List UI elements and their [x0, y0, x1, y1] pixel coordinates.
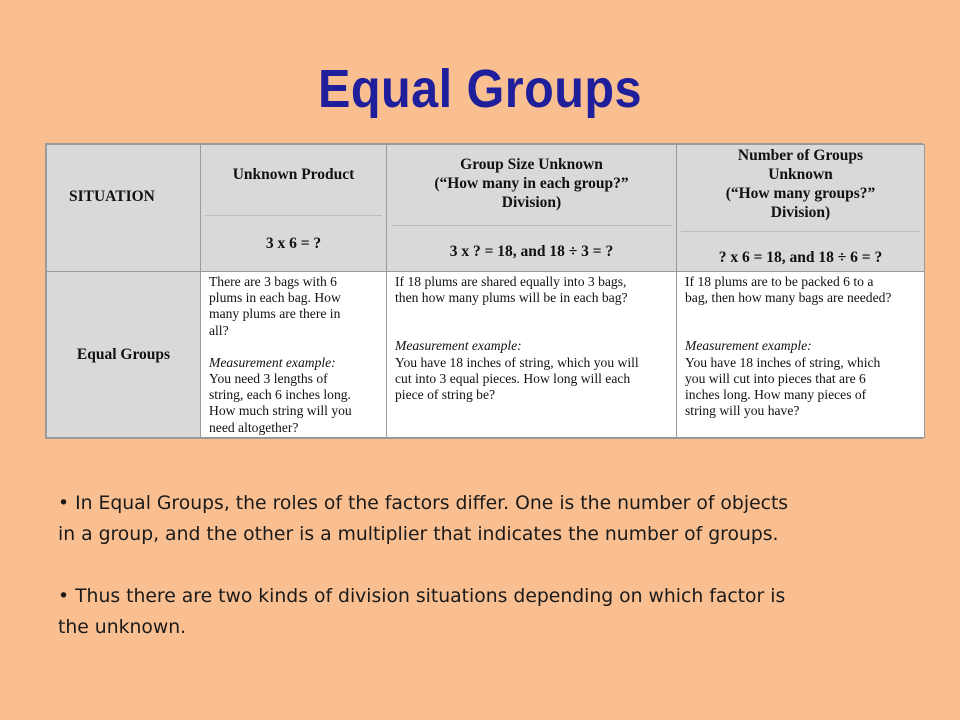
- cell-text-line: string will you have?: [685, 403, 800, 419]
- cell-text-line: How much string will you: [209, 403, 352, 419]
- bullet-dot-icon: •: [58, 493, 70, 514]
- cell-text-line: If 18 plums are to be packed 6 to a: [685, 274, 874, 289]
- column-title-line: Number of Groups: [737, 147, 864, 164]
- table-header-row: [47, 145, 925, 272]
- header-divider: [205, 215, 382, 216]
- cell-unknown-product: [201, 272, 387, 438]
- column-title-line: Unknown: [768, 166, 833, 183]
- cell-text-line: You have 18 inches of string, which you will: [395, 354, 639, 370]
- situation-label: SITUATION: [69, 188, 155, 205]
- header-cell-unknown-product: [201, 145, 387, 272]
- column-equation: 3 x 6 = ?: [265, 235, 322, 252]
- bullet-line: • Thus there are two kinds of division situations depending on which factor is: [58, 586, 786, 607]
- situation-header-cell: [47, 145, 201, 272]
- bullet-item: [58, 581, 908, 643]
- cell-text-line: You have 18 inches of string, which: [685, 354, 881, 370]
- cell-text-line: cut into 3 equal pieces. How long will each: [395, 370, 631, 386]
- column-title: [387, 155, 676, 212]
- column-title-line: (“How many in each group?”: [434, 175, 629, 192]
- measurement-label: Measurement example:: [395, 338, 522, 354]
- cell-group-size-unknown: [387, 272, 677, 438]
- header-cell-group-size-unknown: [387, 145, 677, 272]
- measurement-label: Measurement example:: [209, 354, 336, 370]
- bullet-line: • In Equal Groups, the roles of the factors differ. One is the number of objects: [58, 493, 789, 514]
- cell-text-line: There are 3 bags with 6: [209, 274, 337, 289]
- row-label-cell: [47, 272, 201, 438]
- bullet-item: [58, 488, 908, 550]
- cell-text-line: need altogether?: [209, 419, 299, 435]
- column-title: [201, 165, 386, 184]
- bullet-list: [58, 488, 908, 674]
- header-cell-number-of-groups-unknown: [677, 145, 925, 272]
- column-title-line: (“How many groups?”: [725, 185, 876, 202]
- column-equation: 3 x ? = 18, and 18 ÷ 3 = ?: [449, 243, 614, 260]
- cell-text-line: bag, then how many bags are needed?: [685, 290, 892, 306]
- measurement-label: Measurement example:: [685, 338, 812, 354]
- column-title: [677, 146, 924, 222]
- column-title-line: Division): [770, 204, 831, 221]
- cell-number-of-groups-unknown: [677, 272, 925, 438]
- situation-table-image: [45, 143, 923, 439]
- column-title-line: Group Size Unknown: [460, 156, 603, 173]
- cell-text-line: piece of string be?: [395, 387, 496, 403]
- cell-text-line: all?: [209, 322, 229, 338]
- column-equation: ? x 6 = 18, and 18 ÷ 6 = ?: [718, 249, 883, 266]
- column-title-line: Unknown Product: [232, 166, 355, 183]
- cell-text-line: You need 3 lengths of: [209, 371, 328, 387]
- cell-text-line: If 18 plums are shared equally into 3 bags,: [395, 274, 627, 289]
- cell-text-line: inches long. How many pieces of: [685, 387, 867, 403]
- bullet-dot-icon: •: [58, 586, 70, 607]
- cell-text-line: string, each 6 inches long.: [209, 387, 351, 403]
- slide-title: Equal Groups: [317, 59, 643, 119]
- cell-text-line: plums in each bag. How: [209, 290, 341, 306]
- header-divider: [681, 231, 920, 232]
- column-title-line: Division): [501, 194, 562, 211]
- bullet-line: in a group, and the other is a multiplier that indicates the number of groups.: [58, 524, 779, 545]
- cell-text-line: many plums are there in: [209, 306, 341, 322]
- header-divider: [391, 225, 672, 226]
- cell-text-line: then how many plums will be in each bag?: [395, 290, 628, 306]
- row-label: Equal Groups: [76, 345, 171, 363]
- bullet-line: the unknown.: [58, 617, 187, 638]
- cell-text-line: you will cut into pieces that are 6: [685, 370, 866, 386]
- equal-groups-row: [47, 272, 925, 438]
- situation-table: [46, 144, 925, 438]
